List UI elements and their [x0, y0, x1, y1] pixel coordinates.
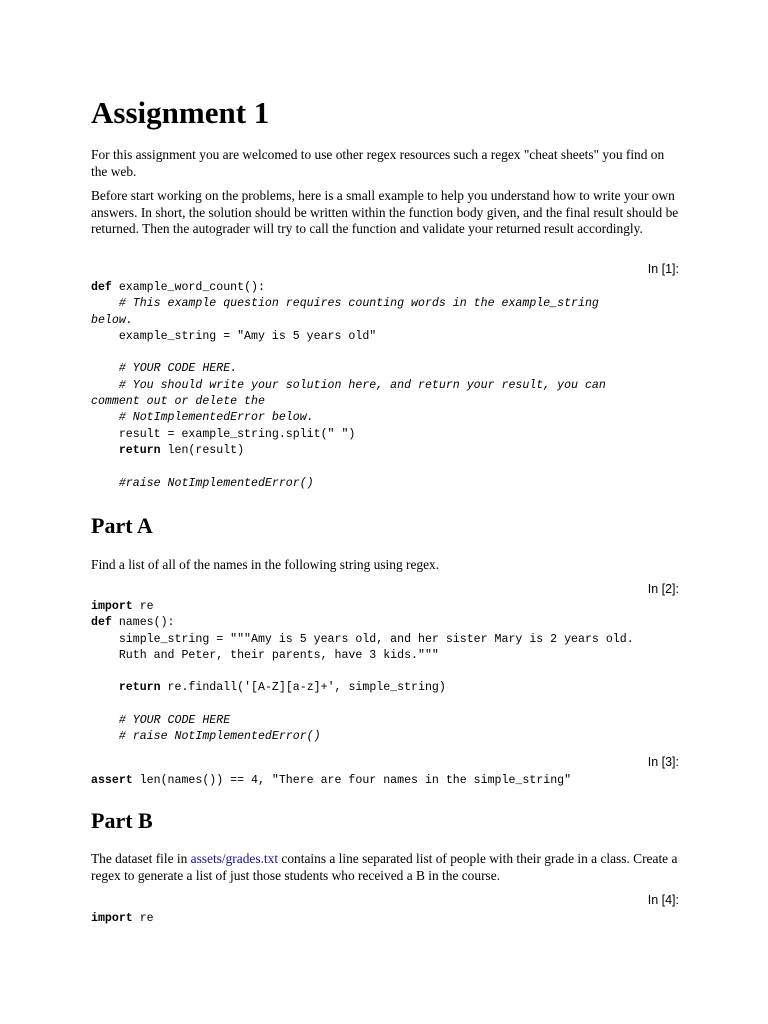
indent [91, 681, 119, 694]
part-b-text [91, 851, 683, 884]
code-line [91, 599, 691, 615]
code-line: example_string = "Amy is 5 years old" [91, 329, 377, 343]
code-text: example_word_count(): [111, 281, 265, 294]
code-text: names(): [111, 616, 175, 630]
code-line [91, 911, 691, 927]
blank-line [91, 664, 691, 680]
grades-file-link[interactable]: assets/grades.txt [190, 851, 279, 866]
code-cell-1[interactable] [91, 280, 691, 492]
code-comment: #raise NotImplementedError() [91, 476, 314, 490]
keyword: return [118, 681, 161, 695]
keyword: return [118, 443, 161, 457]
indent [91, 444, 119, 457]
part-a-heading: Part A [91, 513, 153, 538]
code-text: re [132, 600, 154, 613]
code-comment: # You should write your solution here, and return your result, you can [91, 378, 606, 392]
part-b-heading: Part B [91, 808, 153, 833]
keyword: def [91, 616, 112, 630]
code-comment: # raise NotImplementedError() [91, 730, 321, 744]
keyword: import [91, 600, 133, 613]
code-comment: comment out or delete the [91, 395, 265, 409]
code-comment: below. [91, 313, 133, 327]
blank-line [91, 345, 691, 361]
cell-4-prompt: In [4]: [647, 893, 679, 907]
blank-line [91, 459, 691, 475]
part-b-text-end: contains a line separated list of people with their grade in a class. Create a regex to generate a list of just those students who received a B in the course. [91, 851, 678, 883]
code-line [91, 615, 691, 631]
code-text: re [132, 912, 154, 925]
page-title: Assignment 1 [91, 95, 270, 130]
cell-1-prompt: In [1]: [647, 262, 679, 276]
cell-3-prompt: In [3]: [647, 755, 679, 769]
keyword: assert [91, 774, 133, 787]
code-text: len(result) [160, 443, 245, 457]
code-line: Ruth and Peter, their parents, have 3 kids.""" [91, 648, 439, 662]
code-line [91, 773, 691, 789]
code-cell-2[interactable] [91, 599, 691, 746]
keyword: import [91, 912, 133, 925]
code-comment: # NotImplementedError below. [91, 411, 314, 425]
code-line [91, 680, 691, 696]
blank-line [91, 697, 691, 713]
code-line: simple_string = """Amy is 5 years old, and her sister Mary is 2 years old. [91, 632, 634, 646]
part-a-text: Find a list of all of the names in the following string using regex. [91, 557, 440, 572]
code-cell-4[interactable] [91, 911, 691, 927]
code-comment: # YOUR CODE HERE. [91, 362, 238, 376]
keyword: def [91, 281, 112, 294]
part-b-text-start: The dataset file in [91, 851, 191, 866]
intro-paragraph-2: Before start working on the problems, here is a small example to help you understand how to write your own answers. In short, the solution should be written within the function body given, and the final result should be returned. Then the autograder will try to call the function and validate your returned result accordingly. [91, 188, 679, 236]
code-cell-3[interactable] [91, 773, 691, 789]
code-line [91, 443, 691, 459]
code-text: len(names()) == 4, "There are four names in the simple_string" [132, 774, 572, 787]
code-comment: # This example question requires counting words in the example_string [91, 297, 599, 311]
intro-paragraph-1: For this assignment you are welcomed to use other regex resources such a regex "cheat sheets" you find on the web. [91, 147, 665, 179]
code-comment: # YOUR CODE HERE [91, 714, 231, 728]
code-text: re.findall('[A-Z][a-z]+', simple_string) [160, 681, 446, 695]
cell-2-prompt: In [2]: [647, 582, 679, 596]
code-line: result = example_string.split(" ") [91, 427, 356, 441]
code-line [91, 280, 691, 296]
